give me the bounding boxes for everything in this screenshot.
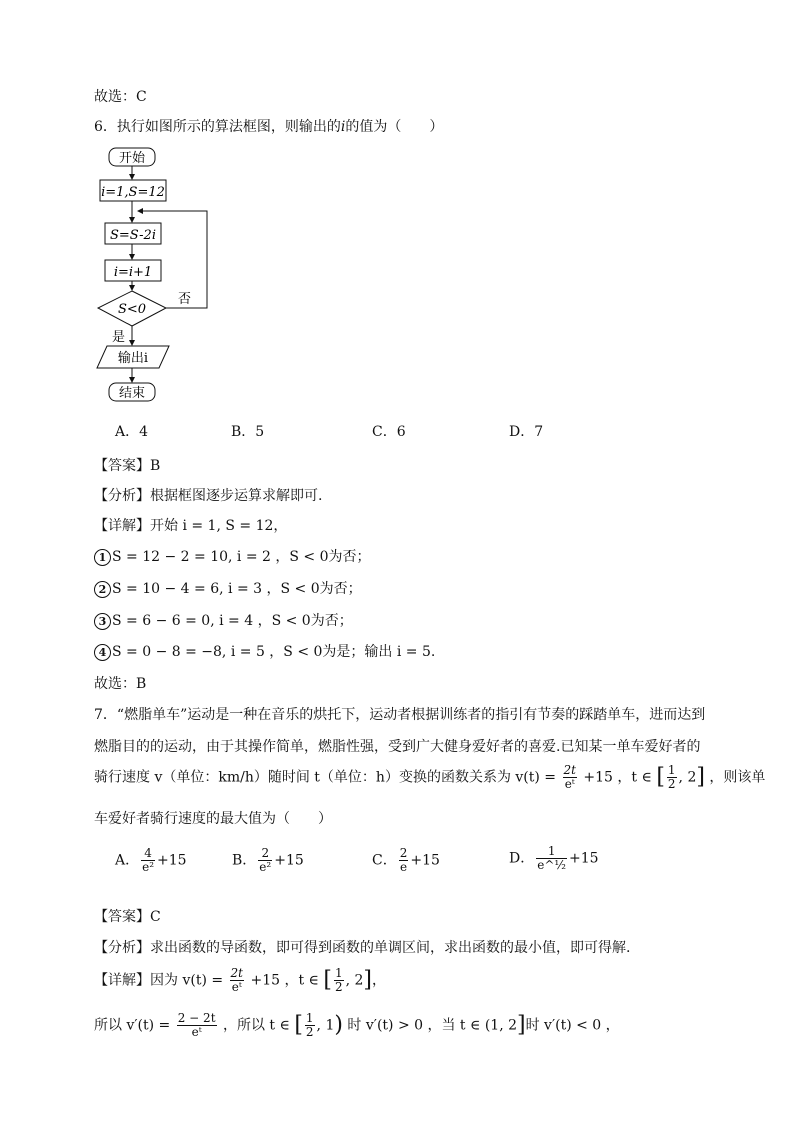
q6-step-4: 4 S = 0 − 8 = −8, i = 5 ，S < 0为是；输出 i = 5. bbox=[94, 641, 435, 661]
step-increment-label: i=i+1 bbox=[113, 265, 153, 280]
answer-tag: 【答案】 bbox=[94, 458, 150, 474]
circled-number-1: 1 bbox=[94, 549, 111, 566]
circled-number-3: 3 bbox=[94, 613, 111, 630]
q7-answer: 【答案】C bbox=[94, 909, 161, 925]
q7-stem-line4: 车爱好者骑行速度的最大值为（ ） bbox=[94, 811, 332, 827]
circled-number-4: 4 bbox=[94, 644, 111, 661]
q6-step-3: 3 S = 6 − 6 = 0, i = 4 ，S < 0为否； bbox=[94, 610, 353, 630]
q7-analysis: 【分析】求出函数的导函数，即可得到函数的单调区间，求出函数的最小值，即可得解. bbox=[94, 940, 631, 956]
q6-step-2: 2 S = 10 − 4 = 6, i = 3 ，S < 0为否； bbox=[94, 578, 362, 598]
init-label: i=1,S=12 bbox=[101, 185, 165, 200]
q7-stem-line3: 骑行速度 v（单位：km/h）随时间 t（单位：h）变换的函数关系为 v(t) = $\frac{2t}{\text{eᵗ}}$ +15 ，t ∈ [ $\frac{1}{2}$ , 2] ，则该单 bbox=[94, 763, 766, 791]
condition-label: S<0 bbox=[117, 302, 147, 317]
end-label: 结束 bbox=[118, 386, 146, 401]
no-label: 否 bbox=[178, 292, 192, 307]
q6-option-d[interactable]: D．7 bbox=[509, 424, 544, 440]
q7-option-c[interactable]: C． $\frac{2}{e}$ +15 bbox=[372, 846, 440, 874]
q6-detail-intro: 【详解】开始 i = 1, S = 12， bbox=[94, 518, 288, 534]
q6-conclusion: 故选：B bbox=[94, 676, 147, 692]
q7-option-a[interactable]: A． $\frac{4}{\text{e²}}$ +15 bbox=[115, 846, 187, 874]
q7-option-d[interactable]: D． $\frac{1}{\text{e\textasciicircum{}½}}$ +15 bbox=[509, 844, 599, 872]
q6-answer: 【答案】B bbox=[94, 458, 161, 474]
q6-option-b[interactable]: B．5 bbox=[231, 424, 265, 440]
q7-stem-line2: 燃脂目的的运动，由于其操作简单，燃脂性强，受到广大健身爱好者的喜爱.已知某一单车爱好者的 bbox=[94, 739, 701, 755]
step-subtract-label: S=S-2i bbox=[109, 228, 157, 243]
circled-number-2: 2 bbox=[94, 581, 111, 598]
q7-detail: 【详解】因为 v(t) = $\frac{2t}{\text{eᵗ}}$ +15 ，t ∈ [ $\frac{1}{2}$ , 2]， bbox=[94, 966, 386, 994]
q6-stem: 6．执行如图所示的算法框图，则输出的i的值为（ ） bbox=[94, 119, 444, 135]
q6-analysis: 【分析】根据框图逐步运算求解即可. bbox=[94, 488, 323, 504]
q7-derivative: 所以 v′(t) = $\frac{2 - 2t}{\text{eᵗ}}$ ，所以 t ∈ [ $\frac{1}{2}$ , 1) 时 v′(t) > 0 ，当 t ∈ (1, 2]时 v′(t) < 0 ， bbox=[94, 1011, 620, 1039]
algorithm-flowchart bbox=[90, 140, 230, 410]
q7-stem-line1: 7．“燃脂单车”运动是一种在音乐的烘托下，运动者根据训练者的指引有节奏的踩踏单车，进而达到 bbox=[94, 707, 706, 723]
q6-step-1: 1 S = 12 − 2 = 10, i = 2 ，S < 0为否； bbox=[94, 546, 371, 566]
q6-option-a[interactable]: A．4 bbox=[115, 424, 149, 440]
output-label: 输出i bbox=[117, 351, 149, 366]
q7-option-b[interactable]: B． $\frac{2}{\text{e²}}$ +15 bbox=[232, 846, 304, 874]
q6-option-c[interactable]: C．6 bbox=[372, 424, 406, 440]
yes-label: 是 bbox=[112, 330, 126, 345]
q5-conclusion: 故选：C bbox=[94, 89, 147, 105]
start-label: 开始 bbox=[118, 151, 146, 166]
